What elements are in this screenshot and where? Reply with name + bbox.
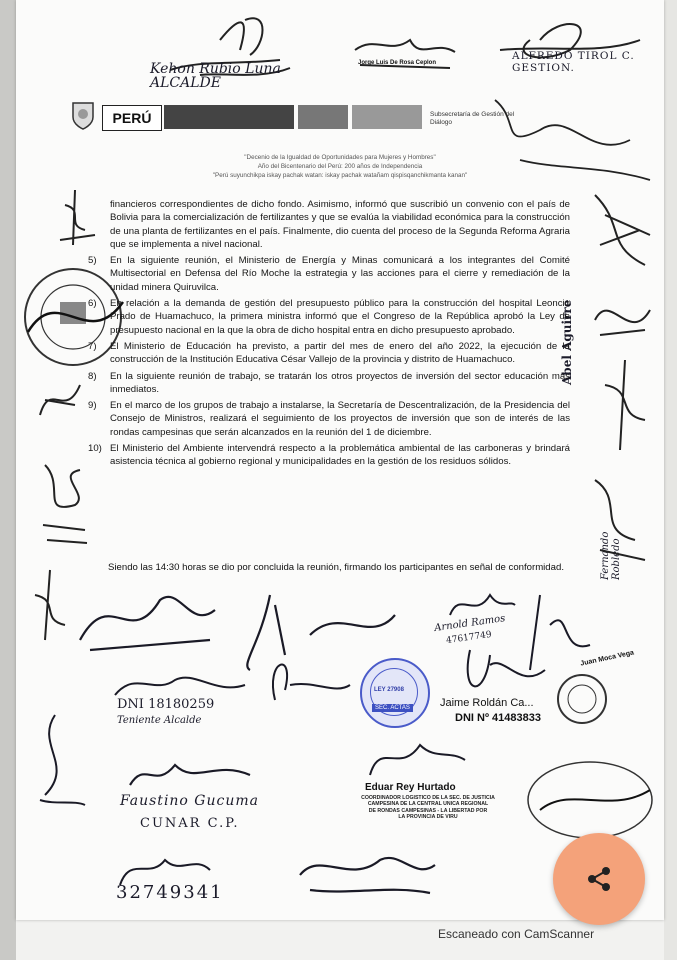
signature-eduar [360, 735, 470, 785]
item-7 [88, 340, 570, 367]
signature-left-margin-4 [30, 565, 70, 645]
signature-jaime-name: Jaime Roldán Ca... [440, 697, 534, 709]
signature-eduar-name: Eduar Rey Hurtado [365, 782, 456, 793]
camscanner-watermark: Escaneado con CamScanner [438, 927, 595, 941]
signature-left-margin-3 [35, 455, 95, 555]
signature-top-center-text: Jorge Luis De Rosa Ceplon [358, 60, 437, 66]
item-text: El Ministerio de Educación ha previsto, a partir del mes de enero del año 2022, la ejecución de la construcción de la Institución Educativa César Vallejo de la provincia y distrito de Huamachuco. [110, 340, 570, 366]
signature-bottom-number: 32749341 [116, 882, 224, 903]
item-number: 6) [88, 298, 97, 310]
decenio-line: "Perú suyunchikpa iskay pachak watan: iskay pachak watañam qispisqanchikmanta kanan" [212, 172, 468, 180]
decenio-line: "Decenio de la Igualdad de Oportunidades para Mujeres y Hombres" [244, 154, 436, 161]
secretariat-block [352, 105, 422, 129]
signature-faustino [125, 755, 255, 795]
share-icon [586, 866, 612, 892]
item-text: En la siguiente reunión, el Ministerio de Energía y Minas comunicará a los integrantes del Comité Multisectorial en Defensa del Río Moche la estrategia y las acciones para el cierre y remediación de la unidad minera Quiruvilca. [110, 255, 570, 293]
coordinator-line: COORDINADOR LOGISTICO DE LA SEC. DE JUSTICIA [361, 795, 495, 801]
signature-top-center [350, 30, 460, 80]
coordinator-line: CAMPESINA DE LA CENTRAL UNICA REGIONAL [367, 801, 489, 808]
item-number: 8) [88, 370, 97, 382]
sub-office-label: Subsecretaría de Gestión del Diálogo [430, 111, 515, 127]
intro-paragraph: financieros correspondientes de dicho fondo. Asimismo, informó que suscribió un convenio con el país de Bolivia para la comercialización de fertilizantes y que se evalúa la viabilidad económica para la construcción de una planta de fertilizantes en el país. Finalmente, dio cuenta del proceso de la Segunda Reforma Agraria que se implementa a nivel nacional. [110, 199, 570, 250]
item-10 [88, 442, 570, 469]
seal-stamp [360, 658, 430, 728]
signature-right-mid-1-text: Abel Aguirre [560, 299, 574, 385]
seal-law: LEY 27908 [374, 687, 404, 693]
scan-right-edge [664, 0, 677, 960]
peru-crest-icon [70, 101, 96, 131]
signature-top-left-text: Kehon Rubio Luna ALCALDE [150, 61, 281, 91]
signature-arnold-name: Arnold Ramos [433, 613, 507, 634]
coordinator-line: LA PROVINCIA DE VIRU [398, 814, 458, 821]
signature-vicemin [70, 580, 220, 660]
dni-line: DNI 18180259 [117, 697, 215, 712]
decenio-header [140, 153, 540, 180]
round-stamp-right [555, 672, 610, 727]
signature-left-lower [25, 705, 95, 815]
item-6 [88, 297, 570, 337]
coordinator-stamp [338, 795, 518, 821]
item-number: 7) [88, 340, 97, 352]
item-5 [88, 254, 570, 294]
signature-jaime-dni: DNI Nº 41483833 [455, 712, 541, 724]
signature-right-margin-1 [585, 185, 660, 280]
signature-right-margin-3 [600, 355, 650, 455]
item-text: En la siguiente reunión de trabajo, se tratarán los otros proyectos de inversión del sector educación más inmediatos. [110, 370, 570, 395]
decenio-line: Año del Bicentenario del Perú: 200 años de Independencia [257, 163, 423, 171]
scan-left-edge [0, 0, 16, 960]
signature-right-margin-2 [590, 290, 655, 350]
ministry-block [164, 105, 294, 129]
item-number: 10) [88, 443, 102, 455]
closing-paragraph: Siendo las 14:30 horas se dio por concluida la reunión, firmando los participantes en señal de conformidad. [108, 562, 564, 573]
vice-ministry-block [298, 105, 348, 129]
signature-left-margin-1 [55, 185, 100, 255]
round-stamp-lower-right [520, 755, 660, 845]
peru-logo: PERÚ [102, 105, 162, 131]
coordinator-line: DE RONDAS CAMPESINAS - LA LIBERTAD POR [368, 807, 488, 814]
document-body [88, 198, 570, 472]
share-button[interactable] [553, 833, 645, 925]
signature-faustino-name: Faustino Gucuma [120, 793, 259, 809]
item-8 [88, 370, 570, 397]
signature-bottom-center [290, 845, 440, 905]
seal-section: SEC. ACTAS [372, 704, 413, 712]
signature-cunar: CUNAR C.P. [140, 816, 240, 831]
signature-right-margin-4 [585, 470, 655, 580]
item-text: El Ministerio del Ambiente intervendrá respecto a la problemática ambiental de las carboneras y brindará asistencia técnica al gobierno regional y municipalidades en la gestión de los residuos sólidos. [110, 443, 570, 468]
signature-top-right-text: ALFREDO TIROL C. GESTION. [512, 50, 635, 74]
signature-jaime [430, 645, 550, 705]
signature-left-margin-2 [35, 375, 85, 425]
signature-juan-name: Juan Moca Vega [579, 649, 635, 668]
teniente-line: Teniente Alcalde [117, 715, 202, 726]
signature-arnold-number: 47617749 [445, 629, 493, 647]
item-9 [88, 399, 570, 439]
item-text: En relación a la demanda de gestión del presupuesto público para la construcción del hospital Leoncio Prado de Huamachuco, la primera ministra informó que el Congreso de la República aprobó la Ley de presupuesto nacional en la que la obra de dicho hospital entra en dicho presupuesto aprobado. [110, 298, 570, 336]
item-number: 5) [88, 255, 97, 267]
signature-right-mid-2-text: Fernando Robledo [600, 531, 622, 580]
item-number: 9) [88, 400, 97, 412]
item-text: En el marco de los grupos de trabajo a instalarse, la Secretaría de Descentralización, de la Presidencia del Consejo de Ministros, realizará el seguimiento de los proyectos de inversión que son de interés de las rondas campesinas que serán alcanzados en la reunión del 1 de diciembre. [110, 400, 570, 438]
signature-lesly [255, 640, 355, 720]
